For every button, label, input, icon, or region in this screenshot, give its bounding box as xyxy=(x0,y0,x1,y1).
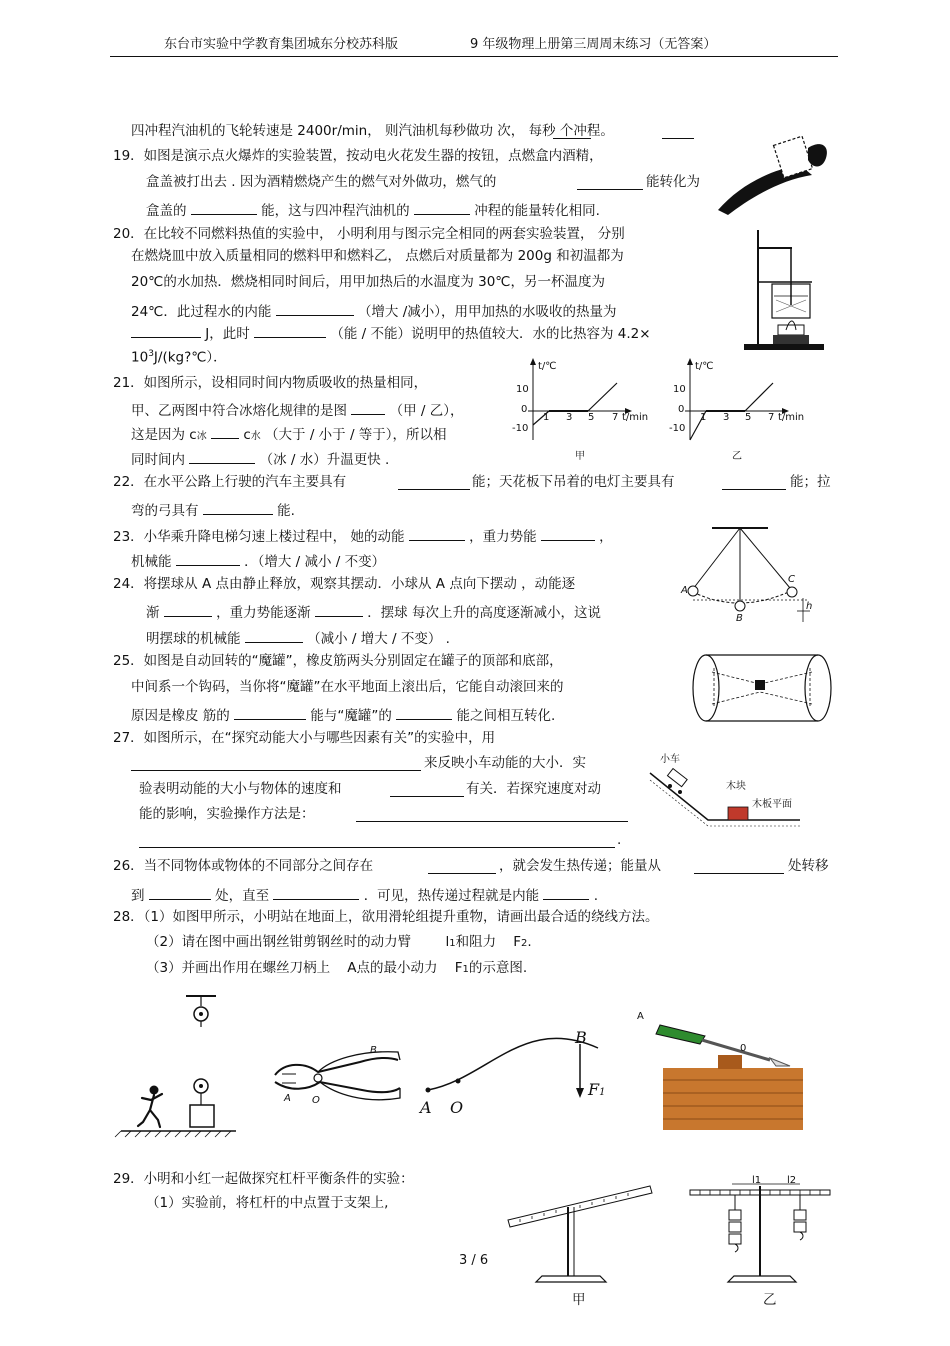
graph-jia-name: 甲 xyxy=(575,451,585,462)
ramp-label-car: 小车 xyxy=(660,754,680,765)
graph-yi-ylabel: t/℃ xyxy=(695,361,714,372)
graph-jia-y10: 10 xyxy=(516,384,529,395)
graph-yi-x5: 5 xyxy=(745,412,752,423)
q19-line-3: 盒盖的 能，这与四冲程汽油机的 冲程的能量转化相同. xyxy=(146,203,600,219)
q21-line-4: 同时间内 （冰 / 水）升温更快 . xyxy=(131,452,390,468)
q19-line-2: 盒盖被打出去 . 因为酒精燃烧产生的燃气对外做功，燃气的 xyxy=(146,174,497,190)
q22-line-2: 弯的弓具有 能. xyxy=(131,503,295,519)
screwdriver-label-o: 0 xyxy=(740,1043,747,1054)
q25-line-2: 中间系一个钩码，当你将“魔罐”在水平地面上滚出后，它能自动滚回来的 xyxy=(131,679,564,695)
graph-yi-y10: 10 xyxy=(673,384,686,395)
graph-jia-x3: 3 xyxy=(566,412,573,423)
q20-line-1: 20．在比较不同燃料热值的实验中， 小明利用与图示完全相同的两套实验装置， 分别 xyxy=(113,226,625,242)
q25-line-3: 原因是橡皮 筋的 能与“魔罐”的 能之间相互转化. xyxy=(131,708,556,724)
q26-line-1b: ，就会发生热传递；能量从 xyxy=(499,858,661,874)
lever-label-yi: 乙 xyxy=(763,1292,777,1308)
q28-line-3: （3）并画出作用在螺丝刀柄上 A点的最小动力 F1的示意图. xyxy=(146,960,528,976)
q27-line-1: 27．如图所示，在“探究动能大小与哪些因素有关”的实验中，用 xyxy=(113,730,496,746)
q20-line-2: 在燃烧皿中放入质量相同的燃料甲和燃料乙， 点燃后对质量都为 200g 和初温都为 xyxy=(131,248,624,264)
graph-jia-x7: 7 xyxy=(612,412,619,423)
q22-line-1c: 能；拉 xyxy=(790,474,831,490)
q21-line-3: 这是因为 c冰 c水 （大于 / 小于 / 等于），所以相 xyxy=(131,427,447,443)
pendulum-label-b: B xyxy=(736,613,743,624)
graph-yi-x7: 7 xyxy=(768,412,775,423)
graph-jia-xlabel: t/min xyxy=(622,412,649,423)
q28-line-2: （2）请在图中画出钢丝钳剪钢丝时的动力臂 l1和阻力 F2. xyxy=(146,934,532,950)
q24-line-1: 24．将摆球从 A 点由静止释放，观察其摆动．小球从 A 点向下摆动 ，动能逐 xyxy=(113,576,576,592)
graph-yi-xlabel: t/min xyxy=(778,412,805,423)
curve-label-b: B xyxy=(575,1028,587,1047)
q27-line-5: . xyxy=(617,832,622,848)
q27-line-2: 来反映小车动能的大小．实 xyxy=(424,755,586,771)
q20-line-4: 24℃．此过程水的内能 （增大 /减小），用甲加热的水吸收的热量为 xyxy=(131,304,617,320)
q26-line-1: 26．当不同物体或物体的不同部分之间存在 xyxy=(113,858,374,874)
q22-line-1b: 能；天花板下吊着的电灯主要具有 xyxy=(472,474,675,490)
q20-line-3: 20℃的水加热．燃烧相同时间后，用甲加热后的水温度为 30℃，另一杯温度为 xyxy=(131,274,605,290)
q24-line-3: 明摆球的机械能 （减小 / 增大 / 不变） . xyxy=(146,631,450,647)
pendulum-label-c: C xyxy=(788,574,795,585)
pendulum-label-h: h xyxy=(806,601,813,612)
q23-line-2: 机械能 ．（增大 / 减小 / 不变） xyxy=(131,554,386,570)
q19-line-2b: 能转化为 xyxy=(646,174,700,190)
graph-yi-y0: 0 xyxy=(678,404,685,415)
screwdriver-label-a: A xyxy=(637,1011,644,1022)
lever-label-jia: 甲 xyxy=(572,1292,586,1308)
q26-line-2: 到 处，直至 ．可见，热传递过程就是内能 . xyxy=(131,888,599,904)
q21-line-2: 甲、乙两图中符合冰熔化规律的是图 （甲 / 乙）， xyxy=(131,403,464,419)
curve-label-a: A xyxy=(420,1098,432,1117)
pendulum-label-a: A xyxy=(681,585,688,596)
curve-label-f: F1 xyxy=(588,1080,606,1099)
lever-yi-l2: l2 xyxy=(787,1175,797,1186)
graph-jia-x5: 5 xyxy=(588,412,595,423)
pliers-label-b: B xyxy=(370,1045,377,1056)
graph-yi-x3: 3 xyxy=(723,412,730,423)
q18-line: 四冲程汽油机的飞轮转速是 2400r/min， 则汽油机每秒做功 次， 每秒 个冲程。 xyxy=(131,123,614,139)
ramp-label-board: 木板平面 xyxy=(752,799,792,810)
q23-line-1: 23．小华乘升降电梯匀速上楼过程中， 她的动能 ，重力势能 ， xyxy=(113,529,613,545)
pliers-label-o: O xyxy=(312,1095,320,1106)
q24-line-2: 渐 ，重力势能逐渐 ．摆球 每次上升的高度逐渐减小，这说 xyxy=(146,605,601,621)
ramp-label-block: 木块 xyxy=(726,781,746,792)
q20-line-6: $10^3J/(kg?℃)$． xyxy=(131,349,227,366)
graph-jia-y0: 0 xyxy=(521,404,528,415)
graph-jia-x1: 1 xyxy=(543,412,550,423)
q22-line-1: 22．在水平公路上行驶的汽车主要具有 xyxy=(113,474,347,490)
q29-line-1: 29．小明和小红一起做探究杠杆平衡条件的实验： xyxy=(113,1171,414,1187)
q20-line-5: J，此时 （能 / 不能）说明甲的热值较大．水的比热容为 4.2× xyxy=(131,324,651,342)
q21-line-1: 21．如图所示，设相同时间内物质吸收的热量相同， xyxy=(113,375,428,391)
q27-line-3b: 有关．若探究速度对动 xyxy=(466,781,601,797)
q19-line-1: 19．如图是演示点火爆炸的实验装置，按动电火花发生器的按钮，点燃盒内酒精， xyxy=(113,148,603,164)
pliers-label-a: A xyxy=(284,1093,291,1104)
graph-yi-x1: 1 xyxy=(700,412,707,423)
graph-yi-name: 乙 xyxy=(732,451,742,462)
q25-line-1: 25．如图是自动回转的“魔罐”，橡皮筋两头分别固定在罐子的顶部和底部， xyxy=(113,653,563,669)
header-right: 9 年级物理上册第三周周末练习（无答案） xyxy=(470,37,717,52)
page-number: 3 / 6 xyxy=(459,1253,489,1268)
curve-label-o: O xyxy=(450,1098,464,1117)
q27-line-4: 能的影响，实验操作方法是： xyxy=(139,806,315,822)
q27-line-3: 验表明动能的大小与物体的速度和 xyxy=(139,781,342,797)
graph-yi-yn10: -10 xyxy=(669,423,686,434)
graph-jia-yn10: -10 xyxy=(512,423,529,434)
q29-line-2: （1）实验前，将杠杆的中点置于支架上, xyxy=(146,1195,389,1211)
header-left: 东台市实验中学教育集团城东分校苏科版 xyxy=(164,37,399,52)
graph-jia-ylabel: t/℃ xyxy=(538,361,557,372)
q26-line-1c: 处转移 xyxy=(788,858,829,874)
q28-line-1: 28．（1）如图甲所示，小明站在地面上，欲用滑轮组提升重物，请画出最合适的绕线方法。 xyxy=(113,909,659,925)
lever-yi-l1: l1 xyxy=(752,1175,762,1186)
